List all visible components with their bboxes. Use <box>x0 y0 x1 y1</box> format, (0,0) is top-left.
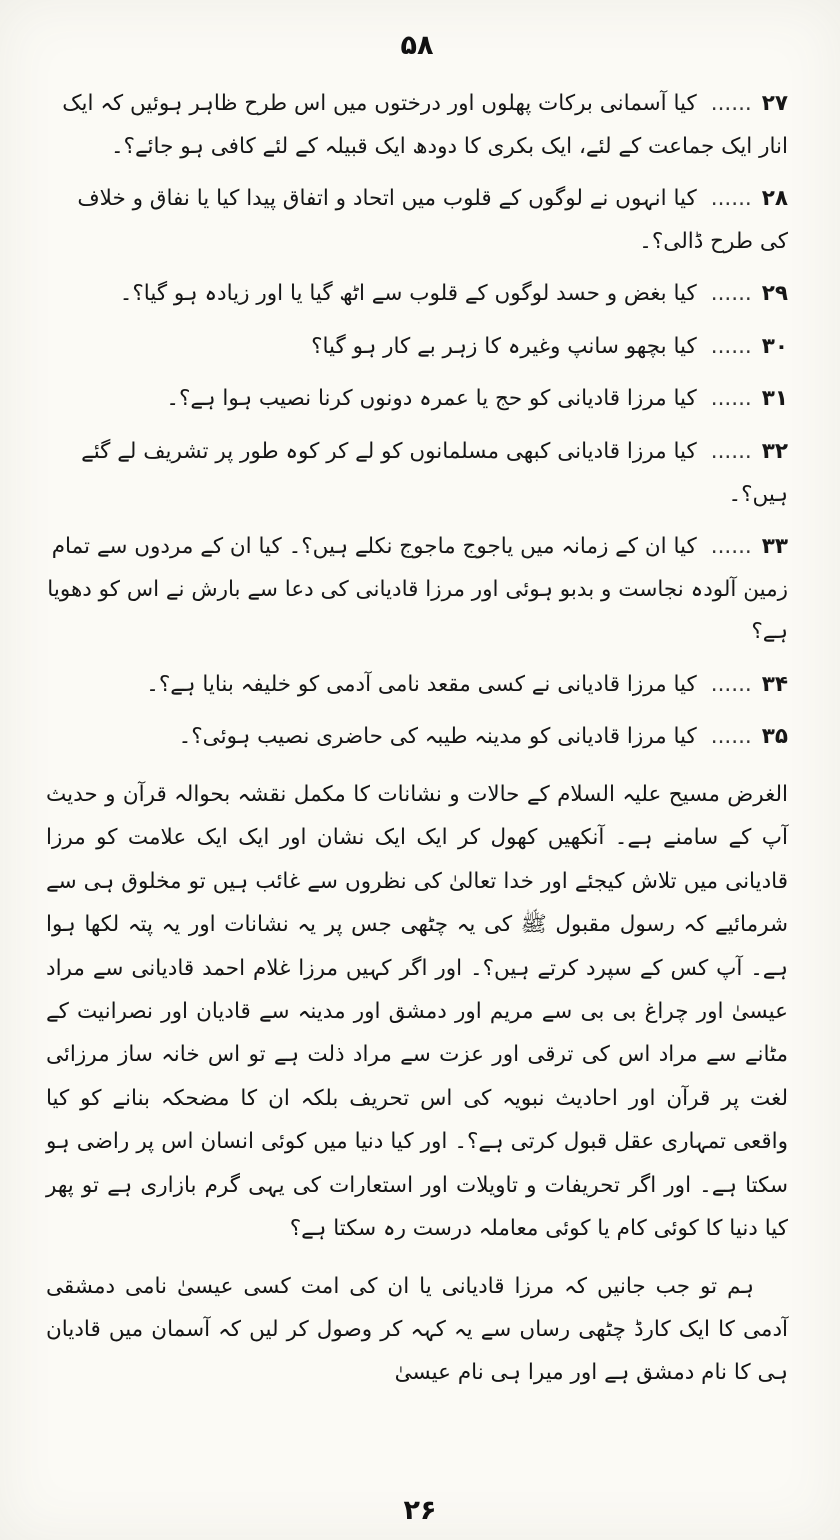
question-number: ۳۴ <box>761 671 788 697</box>
question-item <box>46 83 788 168</box>
leader-dots: ...... <box>710 671 752 697</box>
question-text: کیا بغض و حسد لوگوں کے قلوب سے اٹھ گیا یا اور زیادہ ہو گیا؟۔ <box>119 281 697 307</box>
question-number: ۳۲ <box>761 438 788 464</box>
leader-dots: ...... <box>710 386 752 412</box>
question-text: کیا انہوں نے لوگوں کے قلوب میں اتحاد و اتفاق پیدا کیا یا نفاق و خلاف کی طرح ڈالی؟۔ <box>77 186 788 254</box>
question-number: ۳۱ <box>761 386 788 412</box>
question-item <box>46 273 788 316</box>
question-number: ۲۹ <box>761 281 788 307</box>
questions-list <box>46 83 788 759</box>
leader-dots: ...... <box>710 186 752 212</box>
question-item <box>46 431 788 516</box>
leader-dots: ...... <box>710 438 752 464</box>
body-paragraph: الغرض مسیح علیہ السلام کے حالات و نشانات کا مکمل نقشہ بحوالہ قرآن و حدیث آپ کے سامنے ہے۔ آنکھیں کھول کر ایک ایک نشان اور ایک ایک علامت کو مرزا قادیانی میں تلاش کیجئے اور خدا تعالیٰ کی نظروں سے غائب ہیں تو مخلوق ہی سے شرمائیے کہ رسول مقبول ﷺ کی یہ چٹھی جس پر یہ نشانات اور یہ پتہ لکھا ہوا ہے۔ آپ کس کے سپرد کرتے ہیں؟۔ اور اگر کہیں مرزا غلام احمد قادیانی سے مراد عیسیٰ اور چراغ بی بی سے مریم اور دمشق اور مدینہ سے قادیان اور نصرانیت کے مٹانے سے مراد اس کی ترقی اور عزت سے مراد ذلت ہے تو اس خانہ ساز مرزائی لغت پر قرآن اور احادیث نبویہ کی اس تحریف بلکہ ان کا مضحکہ بنانے کو کیا واقعی تمہاری عقل قبول کرتی ہے؟۔ اور کیا دنیا میں کوئی انسان اس پر راضی ہو سکتا ہے۔ اور اگر تحریفات و تاویلات اور استعارات کی یہی گرم بازاری ہے تو پھر کیا دنیا کا کوئی کام یا کوئی معاملہ درست رہ سکتا ہے؟ <box>46 781 788 1242</box>
question-number: ۳۰ <box>761 333 788 359</box>
leader-dots: ...... <box>710 91 752 116</box>
question-text: کیا مرزا قادیانی کبھی مسلمانوں کو لے کر کوہ طور پر تشریف لے گئے ہیں؟۔ <box>81 438 788 507</box>
question-number: ۳۳ <box>761 534 788 560</box>
question-text: کیا آسمانی برکات پھلوں اور درختوں میں اس طرح ظاہر ہوئیں کہ ایک انار ایک جماعت کے لئے، ایک بکری کا دودھ ایک قبیلہ کے لئے کافی ہو جائے؟۔ <box>62 91 788 159</box>
question-text: کیا مرزا قادیانی کو حج یا عمرہ دونوں کرنا نصیب ہوا ہے؟۔ <box>166 386 697 412</box>
question-number: ۳۵ <box>761 724 788 750</box>
question-item <box>46 526 788 654</box>
question-number: ۲۷ <box>761 91 788 116</box>
bottom-page-number: ۲۶ <box>403 1495 437 1526</box>
top-page-number: ۵۸ <box>400 30 434 61</box>
question-item <box>46 664 788 707</box>
question-number: ۲۸ <box>761 186 788 212</box>
leader-dots: ...... <box>710 333 752 359</box>
question-text: کیا بچھو سانپ وغیرہ کا زہر بے کار ہو گیا؟ <box>311 333 697 359</box>
question-text: کیا ان کے زمانہ میں یاجوج ماجوج نکلے ہیں؟۔ کیا ان کے مردوں سے تمام زمین آلودہ نجاست و بدبو ہوئی اور مرزا قادیانی کی دعا سے بارش نے اس کو دھویا ہے؟ <box>47 534 788 645</box>
leader-dots: ...... <box>710 281 752 307</box>
question-item <box>46 716 788 759</box>
question-item <box>46 378 788 421</box>
question-text: کیا مرزا قادیانی نے کسی مقعد نامی آدمی کو خلیفہ بنایا ہے؟۔ <box>146 671 697 697</box>
leader-dots: ...... <box>710 534 752 560</box>
question-text: کیا مرزا قادیانی کو مدینہ طیبہ کی حاضری نصیب ہوئی؟۔ <box>178 724 697 750</box>
body-paragraph: ہم تو جب جانیں کہ مرزا قادیانی یا ان کی امت کسی عیسیٰ نامی دمشقی آدمی کا ایک کارڈ چٹھی رساں سے یہ کہہ کر وصول کر لیں کہ آسمان میں قادیان ہی کا نام دمشق ہے اور میرا ہی نام عیسیٰ <box>46 1273 788 1386</box>
question-item <box>46 178 788 263</box>
leader-dots: ...... <box>710 724 752 750</box>
question-item <box>46 326 788 369</box>
